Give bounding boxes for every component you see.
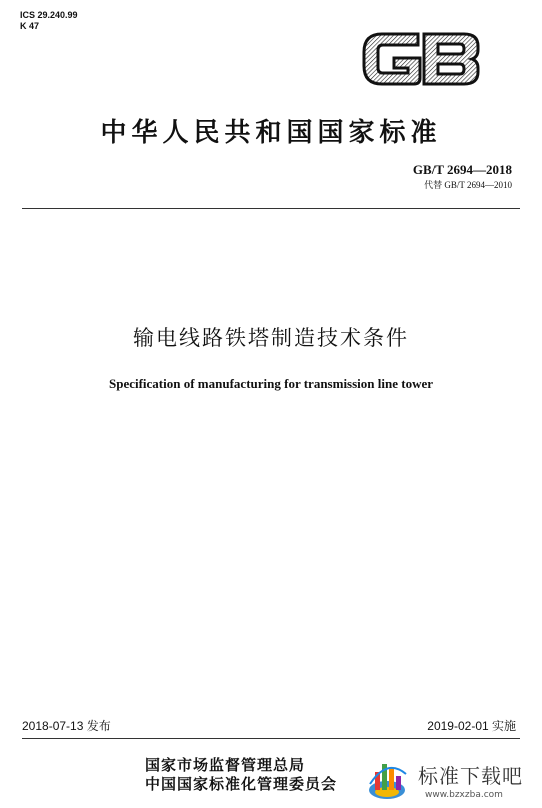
classification-codes xyxy=(20,10,78,32)
issuer-sac: 中国国家标准化管理委员会 xyxy=(145,775,338,793)
ccs-code: K 47 xyxy=(20,21,40,31)
standard-number: GB/T 2694—2018 xyxy=(412,162,512,177)
watermark-site-name: 标准下载吧 xyxy=(418,764,523,788)
top-divider xyxy=(22,208,520,209)
watermark-logo-icon xyxy=(362,756,412,804)
bottom-divider xyxy=(22,738,520,739)
gb-logo xyxy=(358,28,484,90)
watermark-url: www.bzxzba.com xyxy=(425,790,503,800)
ics-code: ICS 29.240.99 xyxy=(20,10,78,20)
chinese-title: 输电线路铁塔制造技术条件 xyxy=(133,326,409,350)
implementation-date: 2019-02-01 实施 xyxy=(427,719,516,733)
national-standard-heading: 中华人民共和国国家标准 xyxy=(100,118,442,148)
issue-date: 2018-07-13 发布 xyxy=(22,719,111,733)
replaces-standard: 代替 GB/T 2694—2010 xyxy=(424,180,512,190)
english-title: Specification of manufacturing for transmission line tower xyxy=(108,376,434,391)
issuer-samr: 国家市场监督管理总局 xyxy=(145,756,306,774)
